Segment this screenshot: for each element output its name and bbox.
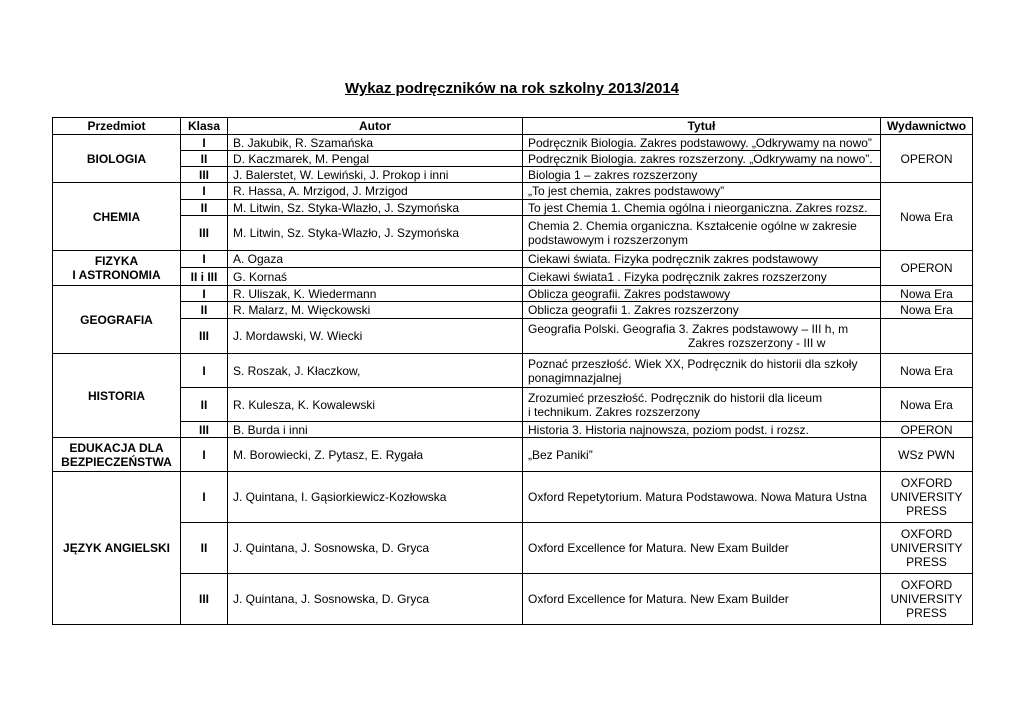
- text-line: Biologia 1 – zakres rozszerzony: [528, 167, 698, 182]
- klasa-cell: III: [181, 422, 228, 438]
- header-title: Tytuł: [523, 118, 881, 135]
- publisher-cell: [881, 422, 973, 438]
- table-row: [53, 200, 973, 216]
- text-line: I ASTRONOMIA: [72, 268, 161, 282]
- title-cell: [523, 354, 881, 388]
- author-cell: J. Quintana, J. Sosnowska, D. Gryca: [228, 574, 523, 625]
- klasa-cell: III: [181, 319, 228, 354]
- title-cell: [523, 388, 881, 422]
- table-row: [53, 135, 973, 151]
- author-cell: B. Burda i inni: [228, 422, 523, 438]
- title-cell: [523, 472, 881, 523]
- author-cell: J. Mordawski, W. Wiecki: [228, 319, 523, 354]
- text-line: OXFORD: [900, 527, 953, 541]
- publisher-cell: [881, 251, 973, 286]
- author-cell: S. Roszak, J. Kłaczkow,: [228, 354, 523, 388]
- text-line: podstawowym i rozszerzonym: [528, 233, 689, 247]
- table-row: [53, 216, 973, 251]
- author-cell: R. Hassa, A. Mrzigod, J. Mrzigod: [228, 183, 523, 200]
- table-row: [53, 151, 973, 167]
- subject-cell: [53, 183, 181, 251]
- text-line: Zrozumieć przeszłość. Podręcznik do historii dla liceum: [528, 390, 823, 405]
- header-publisher: Wydawnictwo: [881, 118, 973, 135]
- klasa-cell: I: [181, 438, 228, 472]
- klasa-cell: I: [181, 472, 228, 523]
- author-cell: R. Uliszak, K. Wiedermann: [228, 286, 523, 302]
- text-line: CHEMIA: [92, 209, 141, 224]
- publisher-cell: [881, 574, 973, 625]
- text-line: OXFORD: [900, 476, 953, 490]
- klasa-cell: II: [181, 151, 228, 167]
- text-line: Nowa Era: [900, 397, 953, 412]
- publisher-cell: [881, 438, 973, 472]
- publisher-cell: [881, 302, 973, 319]
- klasa-cell: I: [181, 286, 228, 302]
- header-row: [53, 118, 973, 135]
- author-cell: D. Kaczmarek, M. Pengal: [228, 151, 523, 167]
- title-cell: [523, 319, 881, 354]
- title-cell: [523, 216, 881, 251]
- text-line: Nowa Era: [900, 363, 953, 378]
- table-row: [53, 302, 973, 319]
- text-line: i technikum. Zakres rozszerzony: [528, 404, 701, 419]
- text-line: WSz PWN: [898, 447, 955, 462]
- table-row: [53, 472, 973, 523]
- header-author: Autor: [228, 118, 523, 135]
- table-row: [53, 523, 973, 574]
- text-line: BEZPIECZEŃSTWA: [61, 454, 172, 469]
- subject-cell: [53, 135, 181, 183]
- title-cell: [523, 302, 881, 319]
- text-line: Chemia 2. Chemia organiczna. Kształcenie ogólne w zakresie: [528, 219, 857, 233]
- text-line: UNIVERSITY: [890, 490, 963, 504]
- table-row: [53, 167, 973, 183]
- publisher-cell: [881, 286, 973, 302]
- title-cell: [523, 286, 881, 302]
- author-cell: B. Jakubik, R. Szamańska: [228, 135, 523, 151]
- text-line: BIOLOGIA: [86, 151, 147, 166]
- author-cell: R. Malarz, M. Więckowski: [228, 302, 523, 319]
- klasa-cell: II: [181, 388, 228, 422]
- subject-cell: [53, 472, 181, 625]
- klasa-cell: III: [181, 216, 228, 251]
- text-line: HISTORIA: [87, 388, 146, 403]
- text-line: FIZYKA: [94, 254, 139, 268]
- title-cell: [523, 135, 881, 151]
- text-line: Oblicza geografii 1. Zakres rozszerzony: [528, 303, 739, 317]
- text-line: To jest Chemia 1. Chemia ogólna i nieorganiczna. Zakres rozsz.: [528, 200, 868, 215]
- text-line: OXFORD: [900, 578, 953, 592]
- header-klasa: Klasa: [181, 118, 228, 135]
- text-line: Nowa Era: [900, 209, 953, 224]
- text-line: JĘZYK ANGIELSKI: [63, 541, 170, 555]
- text-line: Ciekawi świata. Fizyka podręcznik zakres podstawowy: [528, 252, 819, 266]
- title-cell: [523, 200, 881, 216]
- title-cell: [523, 151, 881, 167]
- author-cell: M. Borowiecki, Z. Pytasz, E. Rygała: [228, 438, 523, 472]
- text-line: UNIVERSITY: [890, 592, 963, 606]
- title-cell: [523, 523, 881, 574]
- text-line: PRESS: [906, 606, 947, 620]
- publisher-cell: [881, 135, 973, 183]
- text-line: Podręcznik Biologia. Zakres podstawowy. „Odkrywamy na nowo”: [528, 135, 872, 150]
- table-row: [53, 354, 973, 388]
- text-line: OPERON: [900, 151, 953, 166]
- text-line: Ciekawi świata1 . Fizyka podręcznik zakres rozszerzony: [528, 269, 827, 284]
- klasa-cell: I: [181, 183, 228, 200]
- klasa-cell: II: [181, 523, 228, 574]
- text-line: PRESS: [906, 555, 947, 569]
- title-cell: [523, 438, 881, 472]
- table-row: [53, 251, 973, 268]
- text-line: Oxford Repetytorium. Matura Podstawowa. Nowa Matura Ustna: [528, 490, 867, 504]
- author-cell: M. Litwin, Sz. Styka-Wlazło, J. Szymońska: [228, 200, 523, 216]
- publisher-cell: [881, 183, 973, 251]
- table-row: [53, 268, 973, 286]
- author-cell: R. Kulesza, K. Kowalewski: [228, 388, 523, 422]
- text-line: ponagimnazjalnej: [528, 370, 622, 385]
- subject-cell: [53, 354, 181, 438]
- author-cell: J. Balerstet, W. Lewiński, J. Prokop i inni: [228, 167, 523, 183]
- title-cell: [523, 167, 881, 183]
- author-cell: G. Kornaś: [228, 268, 523, 286]
- text-line: Nowa Era: [900, 303, 953, 317]
- text-line: Podręcznik Biologia. zakres rozszerzony. „Odkrywamy na nowo”.: [528, 151, 873, 166]
- text-line: GEOGRAFIA: [80, 312, 153, 327]
- publisher-cell: [881, 523, 973, 574]
- klasa-cell: III: [181, 574, 228, 625]
- klasa-cell: II i III: [181, 268, 228, 286]
- author-cell: M. Litwin, Sz. Styka-Wlazło, J. Szymońska: [228, 216, 523, 251]
- text-line: OPERON: [900, 261, 953, 275]
- header-subject: Przedmiot: [53, 118, 181, 135]
- text-line: Oblicza geografii. Zakres podstawowy: [528, 286, 731, 301]
- page-title: Wykaz podręczników na rok szkolny 2013/2014: [344, 80, 680, 97]
- textbook-table: [52, 117, 973, 625]
- text-line: Historia 3. Historia najnowsza, poziom podst. i rozsz.: [528, 422, 809, 437]
- klasa-cell: I: [181, 251, 228, 268]
- author-cell: J. Quintana, J. Sosnowska, D. Gryca: [228, 523, 523, 574]
- title-cell: [523, 268, 881, 286]
- text-line: UNIVERSITY: [890, 541, 963, 555]
- publisher-cell: [881, 319, 973, 354]
- klasa-cell: I: [181, 135, 228, 151]
- publisher-cell: [881, 472, 973, 523]
- publisher-cell: [881, 388, 973, 422]
- table-body: [53, 135, 973, 625]
- text-line: Geografia Polski. Geografia 3. Zakres podstawowy – III h, m: [528, 322, 849, 336]
- text-line: EDUKACJA DLA: [69, 440, 164, 455]
- table-row: [53, 388, 973, 422]
- text-line: „Bez Paniki”: [528, 447, 593, 462]
- klasa-cell: III: [181, 167, 228, 183]
- table-row: [53, 319, 973, 354]
- table-row: [53, 438, 973, 472]
- text-line: Zakres rozszerzony - III w: [688, 336, 826, 350]
- text-line: Poznać przeszłość. Wiek XX, Podręcznik do historii dla szkoły: [528, 356, 858, 371]
- author-cell: J. Quintana, I. Gąsiorkiewicz-Kozłowska: [228, 472, 523, 523]
- klasa-cell: II: [181, 200, 228, 216]
- table-row: [53, 574, 973, 625]
- text-line: OPERON: [900, 422, 953, 437]
- text-line: Oxford Excellence for Matura. New Exam Builder: [528, 592, 789, 606]
- subject-cell: [53, 286, 181, 354]
- subject-cell: [53, 438, 181, 472]
- title-cell: [523, 251, 881, 268]
- title-cell: [523, 422, 881, 438]
- subject-cell: [53, 251, 181, 286]
- author-cell: A. Ogaza: [228, 251, 523, 268]
- text-line: Oxford Excellence for Matura. New Exam Builder: [528, 541, 789, 555]
- klasa-cell: II: [181, 302, 228, 319]
- publisher-cell: [881, 354, 973, 388]
- table-row: [53, 183, 973, 200]
- klasa-cell: I: [181, 354, 228, 388]
- text-line: PRESS: [906, 504, 947, 518]
- table-row: [53, 286, 973, 302]
- text-line: Nowa Era: [900, 286, 953, 301]
- title-cell: [523, 574, 881, 625]
- text-line: „To jest chemia, zakres podstawowy”: [528, 184, 725, 198]
- title-cell: [523, 183, 881, 200]
- table-row: [53, 422, 973, 438]
